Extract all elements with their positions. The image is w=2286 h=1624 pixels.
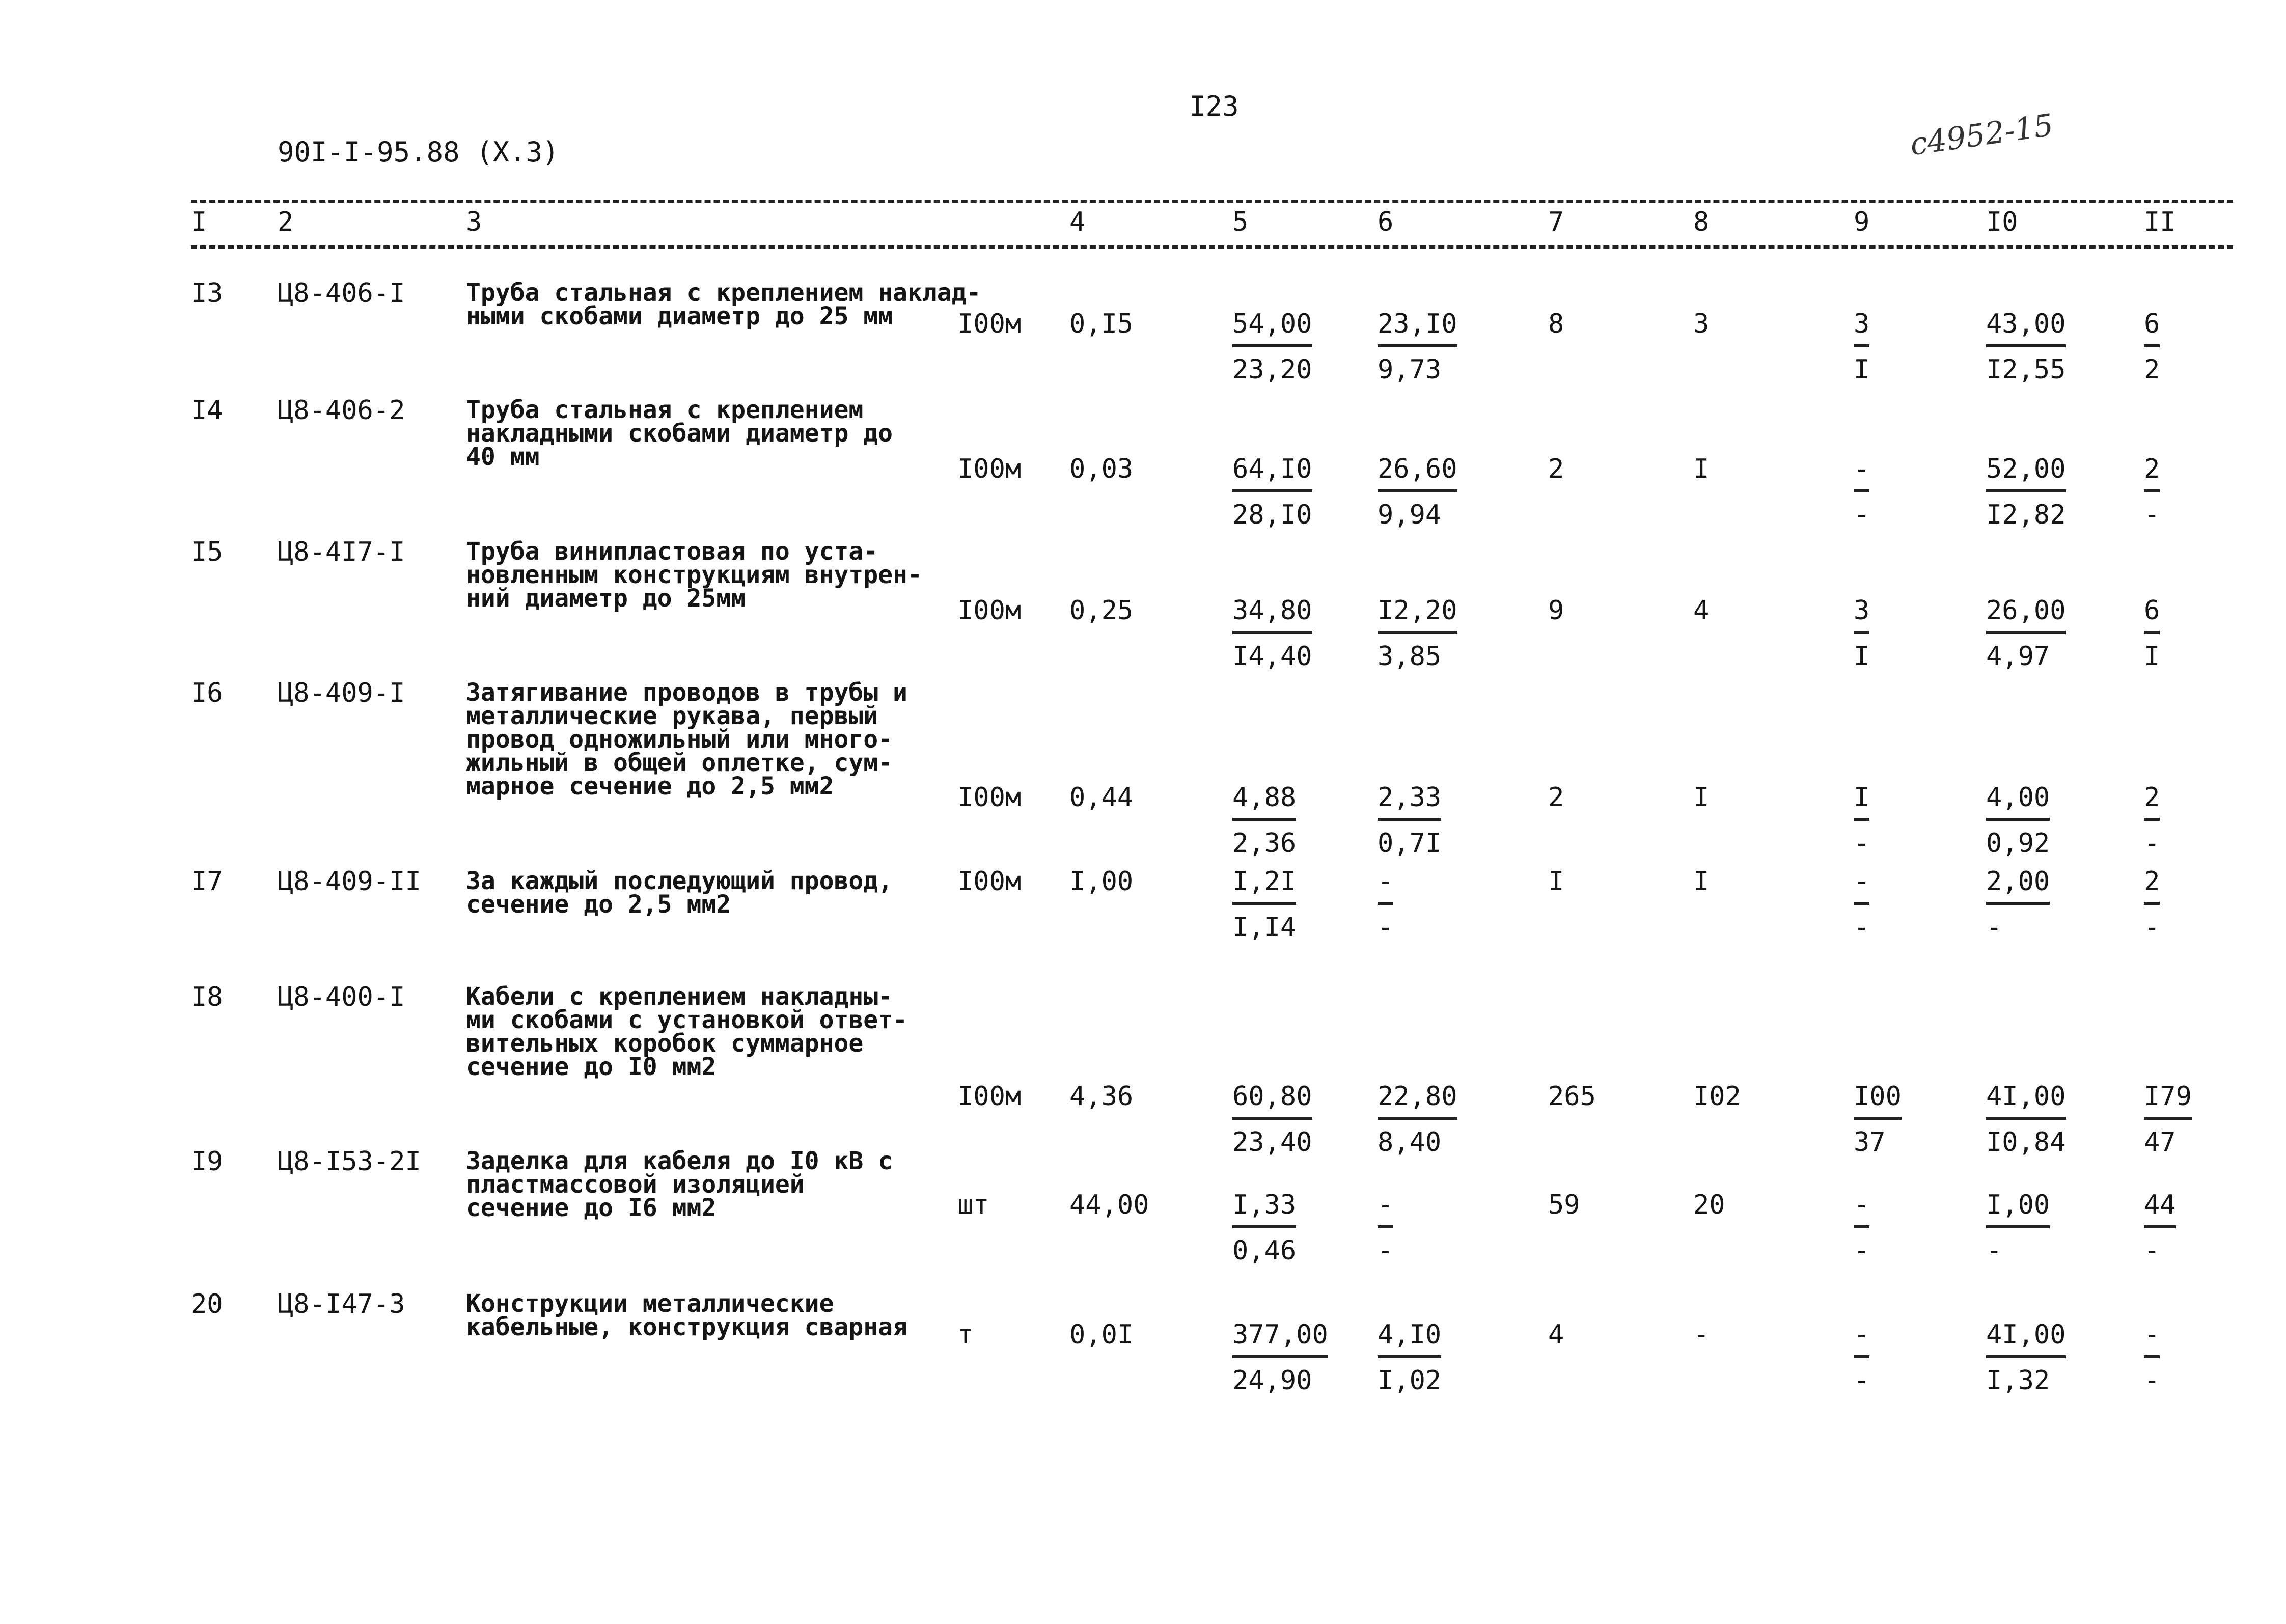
row-number: I4: [191, 395, 223, 426]
fraction-numerator: I79: [2144, 1083, 2192, 1120]
fraction-denominator: -: [2144, 500, 2160, 530]
value-c8: I: [1693, 454, 1710, 484]
fraction-c10: [1986, 597, 2066, 670]
fraction-denominator: 8,40: [1378, 1127, 1442, 1158]
fraction-c6: [1378, 868, 1393, 941]
fraction-numerator: 4I,00: [1986, 1322, 2066, 1358]
fraction-denominator: 4,97: [1986, 641, 2050, 672]
fraction-c5: [1232, 784, 1296, 857]
value-c8: -: [1693, 1319, 1710, 1350]
fraction-c11: [2144, 784, 2160, 857]
page-number: I23: [1189, 90, 1239, 122]
fraction-numerator: 2,33: [1378, 784, 1441, 821]
document-code: 90I-I-95.88 (X.3): [278, 136, 559, 168]
fraction-denominator: -: [1854, 828, 1870, 859]
fraction-numerator: 54,00: [1232, 311, 1312, 347]
rate-code: Ц8-409-II: [278, 866, 421, 897]
fraction-numerator: 3: [1854, 597, 1869, 634]
fraction-numerator: 6: [2144, 597, 2160, 634]
fraction-denominator: -: [1986, 912, 2002, 943]
fraction-c5: [1232, 1319, 1328, 1396]
column-number: I: [191, 207, 207, 237]
fraction-c6: [1378, 311, 1457, 383]
quantity: 44,00: [1069, 1190, 1149, 1220]
row-number: I9: [191, 1146, 223, 1177]
fraction-denominator: I,I4: [1232, 912, 1297, 943]
fraction-c10: [1986, 1081, 2066, 1158]
fraction-numerator: 64,I0: [1232, 456, 1312, 492]
quantity: I,00: [1069, 866, 1134, 897]
fraction-denominator: -: [1854, 1235, 1870, 1266]
column-number: 6: [1378, 207, 1394, 237]
fraction-c6: [1378, 1192, 1393, 1264]
quantity: 4,36: [1069, 1081, 1134, 1112]
quantity: 0,0I: [1069, 1319, 1134, 1350]
row-number: I8: [191, 982, 223, 1012]
fraction-numerator: -: [1854, 868, 1869, 905]
fraction-c6: [1378, 784, 1441, 857]
value-c8: 3: [1693, 309, 1710, 339]
fraction-numerator: -: [1854, 1322, 1869, 1358]
fraction-numerator: -: [1854, 456, 1869, 492]
row-number: 20: [191, 1289, 223, 1319]
rate-code: Ц8-I47-3: [278, 1289, 405, 1319]
fraction-numerator: I: [1854, 784, 1869, 821]
fraction-c10: [1986, 868, 2050, 941]
unit-of-measure: I00м: [957, 782, 1022, 813]
fraction-c5: [1232, 868, 1296, 941]
fraction-denominator: 0,46: [1232, 1235, 1297, 1266]
fraction-numerator: I,33: [1232, 1192, 1296, 1228]
fraction-denominator: 24,90: [1232, 1365, 1312, 1396]
fraction-c10: [1986, 311, 2066, 383]
fraction-numerator: I00: [1854, 1083, 1902, 1120]
row-number: I5: [191, 537, 223, 567]
rate-code: Ц8-409-I: [278, 678, 405, 708]
unit-of-measure: I00м: [957, 1081, 1022, 1112]
fraction-c6: [1378, 456, 1457, 528]
fraction-numerator: 6: [2144, 311, 2160, 347]
unit-of-measure: I00м: [957, 309, 1022, 339]
fraction-c11: [2144, 1081, 2192, 1158]
fraction-denominator: I4,40: [1232, 641, 1312, 672]
fraction-c10: [1986, 1319, 2066, 1396]
fraction-numerator: 34,80: [1232, 597, 1312, 634]
rate-code: Ц8-406-I: [278, 278, 405, 309]
unit-of-measure: I00м: [957, 866, 1022, 897]
column-number: 3: [466, 207, 482, 237]
fraction-numerator: 2: [2144, 456, 2160, 492]
fraction-numerator: 377,00: [1232, 1322, 1328, 1358]
work-description: Труба винипластовая по уста- новленным конструкциям внутрен- ний диаметр до 25мм: [466, 537, 922, 613]
fraction-denominator: -: [1854, 500, 1870, 530]
fraction-denominator: 2,36: [1232, 828, 1297, 859]
fraction-c9: [1854, 1192, 1869, 1264]
quantity: 0,25: [1069, 595, 1134, 626]
fraction-denominator: 0,7I: [1378, 828, 1442, 859]
work-description: За каждый последующий провод, сечение до 2,5 мм2: [466, 867, 893, 919]
value-c7: 2: [1548, 454, 1564, 484]
fraction-numerator: 26,60: [1378, 456, 1457, 492]
fraction-c9: [1854, 597, 1869, 670]
work-description: Конструкции металлические кабельные, конструкция сварная: [466, 1289, 907, 1341]
fraction-c9: [1854, 1319, 1870, 1396]
fraction-denominator: -: [2144, 1365, 2160, 1396]
fraction-c11: [2144, 456, 2160, 528]
fraction-denominator: -: [1378, 912, 1394, 943]
fraction-numerator: 60,80: [1232, 1083, 1312, 1120]
fraction-numerator: 2: [2144, 784, 2160, 821]
fraction-denominator: I: [1854, 354, 1870, 385]
fraction-c11: [2144, 1192, 2176, 1264]
fraction-c5: [1232, 456, 1312, 528]
value-c7: 59: [1548, 1190, 1580, 1220]
work-description: Кабели с креплением накладны- ми скобами с установкой ответ- вительных коробок суммарное сечение до I0 мм2: [466, 982, 907, 1081]
fraction-denominator: I,32: [1986, 1365, 2050, 1396]
unit-of-measure: I00м: [957, 454, 1022, 484]
header-bottom-rule: [191, 245, 2233, 249]
fraction-denominator: -: [1854, 912, 1870, 943]
column-number: 8: [1693, 207, 1710, 237]
fraction-numerator: 4I,00: [1986, 1083, 2066, 1120]
fraction-c6: [1378, 1319, 1442, 1396]
fraction-numerator: -: [1854, 1192, 1869, 1228]
fraction-denominator: -: [1854, 1365, 1870, 1396]
column-number: 9: [1854, 207, 1870, 237]
column-number: 7: [1548, 207, 1564, 237]
fraction-c9: [1854, 1081, 1902, 1158]
fraction-denominator: I2,82: [1986, 500, 2066, 530]
fraction-c5: [1232, 597, 1312, 670]
fraction-numerator: -: [2144, 1322, 2160, 1358]
fraction-numerator: 3: [1854, 311, 1869, 347]
fraction-numerator: I,2I: [1232, 868, 1296, 905]
quantity: 0,44: [1069, 782, 1134, 813]
fraction-denominator: 37: [1854, 1127, 1886, 1158]
fraction-denominator: 23,20: [1232, 354, 1312, 385]
fraction-numerator: 4,I0: [1378, 1322, 1441, 1358]
fraction-numerator: -: [1378, 868, 1393, 905]
work-description: Заделка для кабеля до I0 кВ с пластмассовой изоляцией сечение до I6 мм2: [466, 1147, 893, 1222]
fraction-c9: [1854, 456, 1869, 528]
fraction-c10: [1986, 784, 2050, 857]
fraction-denominator: I0,84: [1986, 1127, 2066, 1158]
fraction-numerator: 23,I0: [1378, 311, 1457, 347]
fraction-numerator: 43,00: [1986, 311, 2066, 347]
value-c7: I: [1548, 866, 1564, 897]
fraction-denominator: 23,40: [1232, 1127, 1312, 1158]
value-c7: 4: [1548, 1319, 1564, 1350]
fraction-denominator: 2: [2144, 354, 2160, 385]
fraction-c6: [1378, 1081, 1457, 1158]
fraction-denominator: 9,94: [1378, 500, 1442, 530]
value-c7: 9: [1548, 595, 1564, 626]
fraction-denominator: 3,85: [1378, 641, 1442, 672]
fraction-denominator: 28,I0: [1232, 500, 1312, 530]
rate-code: Ц8-406-2: [278, 395, 405, 426]
column-number: I0: [1986, 207, 2018, 237]
fraction-denominator: I: [1854, 641, 1870, 672]
rate-code: Ц8-I53-2I: [278, 1146, 421, 1177]
fraction-c9: [1854, 311, 1869, 383]
fraction-c5: [1232, 1081, 1312, 1158]
fraction-denominator: I: [2144, 641, 2160, 672]
fraction-denominator: -: [2144, 1235, 2160, 1266]
row-number: I3: [191, 278, 223, 309]
fraction-c10: [1986, 456, 2066, 528]
row-number: I7: [191, 866, 223, 897]
fraction-numerator: -: [1378, 1192, 1393, 1228]
fraction-c11: [2144, 311, 2160, 383]
fraction-numerator: I2,20: [1378, 597, 1457, 634]
fraction-numerator: I,00: [1986, 1192, 2050, 1228]
quantity: 0,I5: [1069, 309, 1134, 339]
fraction-numerator: 26,00: [1986, 597, 2066, 634]
fraction-numerator: 4,00: [1986, 784, 2050, 821]
fraction-numerator: 2,00: [1986, 868, 2050, 905]
fraction-denominator: -: [1378, 1235, 1394, 1266]
fraction-c9: [1854, 784, 1869, 857]
value-c7: 265: [1548, 1081, 1596, 1112]
value-c7: 2: [1548, 782, 1564, 813]
fraction-denominator: -: [2144, 828, 2160, 859]
value-c8: I: [1693, 782, 1710, 813]
fraction-c11: [2144, 597, 2160, 670]
rate-code: Ц8-4I7-I: [278, 537, 405, 567]
fraction-c10: [1986, 1192, 2050, 1264]
fraction-numerator: 4,88: [1232, 784, 1296, 821]
unit-of-measure: I00м: [957, 595, 1022, 626]
fraction-c11: [2144, 1319, 2160, 1396]
column-number: 2: [278, 207, 294, 237]
unit-of-measure: шт: [957, 1190, 989, 1220]
column-number: 5: [1232, 207, 1249, 237]
fraction-denominator: 9,73: [1378, 354, 1442, 385]
row-number: I6: [191, 678, 223, 708]
value-c8: 20: [1693, 1190, 1725, 1220]
fraction-denominator: I,02: [1378, 1365, 1442, 1396]
work-description: Труба стальная с креплением наклад- ными скобами диаметр до 25 мм: [466, 279, 981, 331]
value-c7: 8: [1548, 309, 1564, 339]
fraction-c5: [1232, 311, 1312, 383]
fraction-denominator: -: [2144, 912, 2160, 943]
fraction-c9: [1854, 868, 1869, 941]
header-top-rule: [191, 200, 2233, 203]
fraction-c6: [1378, 597, 1457, 670]
fraction-denominator: 0,92: [1986, 828, 2050, 859]
fraction-numerator: 44: [2144, 1192, 2176, 1228]
fraction-denominator: -: [1986, 1235, 2002, 1266]
column-number: II: [2144, 207, 2176, 237]
archive-stamp: с4952-15: [1908, 107, 2056, 163]
fraction-numerator: 2: [2144, 868, 2160, 905]
fraction-c5: [1232, 1192, 1296, 1264]
value-c8: I: [1693, 866, 1710, 897]
unit-of-measure: т: [957, 1319, 974, 1350]
fraction-denominator: 47: [2144, 1127, 2176, 1158]
value-c8: I02: [1693, 1081, 1741, 1112]
rate-code: Ц8-400-I: [278, 982, 405, 1012]
value-c8: 4: [1693, 595, 1710, 626]
fraction-numerator: 52,00: [1986, 456, 2066, 492]
column-number: 4: [1069, 207, 1086, 237]
work-description: Труба стальная с креплением накладными скобами диаметр до 40 мм: [466, 396, 893, 471]
work-description: Затягивание проводов в трубы и металлические рукава, первый провод одножильный или много- жильный в общей оплетке, сум- марное сечение до 2,5 мм2: [466, 678, 907, 801]
fraction-numerator: 22,80: [1378, 1083, 1457, 1120]
fraction-denominator: I2,55: [1986, 354, 2066, 385]
quantity: 0,03: [1069, 454, 1134, 484]
fraction-c11: [2144, 868, 2160, 941]
